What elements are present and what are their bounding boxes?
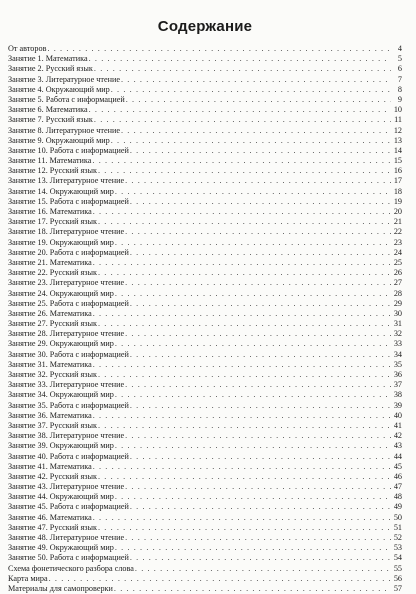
- toc-entry-label: Занятие 47. Русский язык: [8, 522, 97, 532]
- toc-leader-dots: [115, 543, 391, 553]
- toc-entry-label: Занятие 40. Работа с информацией: [8, 451, 129, 461]
- toc-leader-dots: [130, 197, 391, 207]
- toc-leader-dots: [125, 482, 391, 492]
- toc-leader-dots: [130, 553, 391, 563]
- toc-entry: [8, 472, 402, 482]
- toc-entry-label: Занятие 34. Окружающий мир: [8, 390, 114, 400]
- toc-leader-dots: [121, 75, 391, 85]
- toc-leader-dots: [115, 289, 391, 299]
- toc-entry-label: Занятие 46. Математика: [8, 512, 92, 522]
- toc-leader-dots: [125, 329, 391, 339]
- toc-leader-dots: [98, 472, 391, 482]
- toc-leader-dots: [130, 401, 391, 411]
- toc-entry: [8, 248, 402, 258]
- toc-leader-dots: [111, 136, 391, 146]
- toc-leader-dots: [130, 146, 391, 156]
- toc-entry: [8, 146, 402, 156]
- toc-leader-dots: [130, 502, 391, 512]
- toc-entry-page-number: 13: [393, 135, 402, 145]
- toc-leader-dots: [98, 217, 391, 227]
- toc-entry: [8, 64, 402, 74]
- toc-entry-page-number: 16: [393, 166, 402, 176]
- toc-entry-page-number: 36: [393, 370, 402, 379]
- toc-leader-dots: [92, 156, 391, 166]
- toc-entry: [8, 350, 402, 360]
- toc-entry-label: Карта мира: [8, 573, 48, 583]
- toc-entry: [8, 227, 402, 237]
- toc-entry-label: Занятие 31. Математика: [8, 359, 92, 369]
- toc-leader-dots: [89, 105, 391, 115]
- toc-entry-page-number: 26: [393, 268, 402, 278]
- toc-entry-page-number: 5: [397, 54, 402, 64]
- toc-leader-dots: [111, 85, 391, 95]
- toc-entry-label: Занятие 36. Математика: [8, 410, 92, 420]
- toc-leader-dots: [115, 238, 391, 248]
- toc-leader-dots: [115, 339, 391, 349]
- toc-entry: [8, 564, 402, 574]
- toc-entry: [8, 105, 402, 115]
- toc-entry-page-number: 55: [393, 563, 402, 573]
- toc-entry-label: Занятие 33. Литературное чтение: [8, 380, 125, 390]
- toc-entry: [8, 258, 402, 268]
- toc-entry-label: Занятие 5. Работа с информацией: [8, 94, 125, 104]
- toc-leader-dots: [98, 370, 391, 380]
- toc-entry-label: Занятие 6. Математика: [8, 105, 88, 115]
- toc-entry-page-number: 25: [393, 257, 402, 267]
- toc-entry-page-number: 38: [393, 390, 402, 400]
- toc-leader-dots: [130, 248, 391, 258]
- toc-entry: [8, 54, 402, 64]
- toc-entry-page-number: 56: [393, 573, 402, 583]
- toc-leader-dots: [114, 584, 391, 594]
- toc-entry-page-number: 51: [393, 522, 402, 532]
- toc-entry: [8, 44, 402, 54]
- toc-entry: [8, 431, 402, 441]
- toc-entry: [8, 197, 402, 207]
- toc-entry: [8, 543, 402, 553]
- toc-leader-dots: [93, 258, 391, 268]
- toc-leader-dots: [93, 309, 391, 319]
- toc-entry: [8, 299, 402, 309]
- toc-entry: [8, 136, 402, 146]
- toc-leader-dots: [125, 278, 391, 288]
- toc-entry-label: Занятие 20. Работа с информацией: [8, 247, 129, 257]
- toc-entry-page-number: 18: [393, 186, 402, 196]
- toc-entry-label: Схема фонетического разбора слова: [8, 563, 134, 573]
- toc-leader-dots: [98, 421, 391, 431]
- toc-leader-dots: [93, 513, 391, 523]
- toc-leader-dots: [93, 411, 391, 421]
- toc-leader-dots: [98, 268, 391, 278]
- toc-entry: [8, 75, 402, 85]
- toc-entry: [8, 533, 402, 543]
- toc-leader-dots: [94, 64, 391, 74]
- toc-entry-page-number: 35: [393, 359, 402, 369]
- toc-leader-dots: [93, 360, 391, 370]
- toc-entry: [8, 370, 402, 380]
- toc-entry-page-number: 40: [393, 410, 402, 420]
- toc-entry-page-number: 20: [393, 207, 402, 216]
- toc-entry: [8, 502, 402, 512]
- toc-leader-dots: [115, 492, 391, 502]
- toc-entry: [8, 319, 402, 329]
- toc-entry-label: Занятие 11. Математика: [8, 156, 92, 166]
- toc-entry: [8, 166, 402, 176]
- toc-entry: [8, 217, 402, 227]
- toc-entry-label: Занятие 35. Работа с информацией: [8, 400, 129, 410]
- toc-entry-label: Материалы для самопроверки: [8, 583, 113, 593]
- toc-entry-label: Занятие 12. Русский язык: [8, 166, 97, 176]
- toc-entry-label: Занятие 18. Литературное чтение: [8, 227, 125, 237]
- toc-entry-label: Занятие 4. Окружающий мир: [8, 84, 110, 94]
- toc-entry-page-number: 42: [393, 431, 402, 441]
- toc-entry-label: Занятие 37. Русский язык: [8, 420, 97, 430]
- toc-entry-page-number: 6: [397, 64, 402, 74]
- toc-entry: [8, 85, 402, 95]
- toc-entry-label: Занятие 38. Литературное чтение: [8, 431, 125, 441]
- toc-entry-page-number: 54: [393, 553, 402, 563]
- toc-entry-page-number: 45: [393, 461, 402, 471]
- toc-entry-label: Занятие 10. Работа с информацией: [8, 145, 129, 155]
- toc-leader-dots: [93, 462, 391, 472]
- toc-entry-page-number: 50: [393, 512, 402, 522]
- toc-entry-page-number: 19: [393, 196, 402, 206]
- toc-entry: [8, 482, 402, 492]
- toc-entry: [8, 176, 402, 186]
- toc-entry-label: Занятие 13. Литературное чтение: [8, 176, 125, 186]
- toc-entry-page-number: 34: [393, 349, 402, 359]
- toc-entry-page-number: 48: [393, 492, 402, 502]
- toc-entry-label: Занятие 27. Русский язык: [8, 319, 97, 329]
- toc-entry-page-number: 12: [393, 125, 402, 135]
- toc-entry: [8, 401, 402, 411]
- toc-entry-page-number: 29: [393, 298, 402, 308]
- toc-leader-dots: [98, 523, 391, 533]
- toc-leader-dots: [115, 187, 391, 197]
- toc-entry-page-number: 33: [393, 339, 402, 349]
- toc-entry-page-number: 28: [393, 288, 402, 298]
- toc-leader-dots: [115, 390, 391, 400]
- toc-entry-page-number: 46: [393, 471, 402, 481]
- toc-entry-page-number: 41: [393, 420, 402, 430]
- toc-entry: [8, 462, 402, 472]
- toc-entry-page-number: 17: [393, 176, 402, 186]
- toc-entry: [8, 238, 402, 248]
- toc-entry-label: От авторов: [8, 44, 47, 53]
- toc-entry-label: Занятие 49. Окружающий мир: [8, 543, 114, 553]
- toc-entry-page-number: 24: [393, 247, 402, 257]
- toc-leader-dots: [115, 441, 391, 451]
- toc-entry: [8, 268, 402, 278]
- toc-entry: [8, 380, 402, 390]
- toc-entry-label: Занятие 23. Литературное чтение: [8, 278, 125, 288]
- toc-entry: [8, 289, 402, 299]
- toc-entry: [8, 390, 402, 400]
- toc-entry: [8, 339, 402, 349]
- toc-entry-label: Занятие 7. Русский язык: [8, 115, 93, 125]
- toc-entry: [8, 584, 402, 594]
- toc-entry-label: Занятие 14. Окружающий мир: [8, 186, 114, 196]
- toc-leader-dots: [125, 227, 391, 237]
- toc-entry-page-number: 53: [393, 543, 402, 553]
- toc-entry-label: Занятие 28. Литературное чтение: [8, 329, 125, 339]
- toc-entry: [8, 187, 402, 197]
- toc-entry: [8, 513, 402, 523]
- toc-entry: [8, 421, 402, 431]
- toc-entry: [8, 411, 402, 421]
- toc-entry-page-number: 31: [393, 319, 402, 329]
- toc-entry-page-number: 27: [393, 278, 402, 288]
- toc-leader-dots: [98, 319, 391, 329]
- toc-leader-dots: [130, 299, 391, 309]
- toc-leader-dots: [130, 452, 391, 462]
- toc-entry-page-number: 32: [393, 329, 402, 339]
- toc-leader-dots: [47, 44, 391, 54]
- toc-leader-dots: [130, 350, 391, 360]
- table-of-contents: [8, 44, 402, 594]
- toc-leader-dots: [125, 431, 391, 441]
- toc-entry-page-number: 52: [393, 533, 402, 542]
- toc-entry-label: Занятие 50. Работа с информацией: [8, 553, 129, 563]
- toc-entry-label: Занятие 25. Работа с информацией: [8, 298, 129, 308]
- toc-leader-dots: [135, 564, 391, 574]
- toc-leader-dots: [89, 54, 391, 64]
- toc-entry: [8, 452, 402, 462]
- toc-entry: [8, 207, 402, 217]
- toc-entry-label: Занятие 2. Русский язык: [8, 64, 93, 74]
- toc-entry-page-number: 9: [397, 94, 402, 104]
- toc-entry-label: Занятие 3. Литературное чтение: [8, 74, 121, 84]
- toc-entry-page-number: 21: [393, 217, 402, 227]
- toc-entry-page-number: 49: [393, 502, 402, 512]
- toc-leader-dots: [98, 166, 391, 176]
- toc-leader-dots: [125, 533, 391, 543]
- toc-entry-label: Занятие 39. Окружающий мир: [8, 441, 114, 451]
- toc-entry-page-number: 10: [393, 105, 402, 115]
- toc-entry-page-number: 43: [393, 441, 402, 451]
- toc-entry: [8, 574, 402, 584]
- toc-entry-label: Занятие 42. Русский язык: [8, 471, 97, 481]
- toc-entry-label: Занятие 29. Окружающий мир: [8, 339, 114, 349]
- toc-entry-label: Занятие 43. Литературное чтение: [8, 482, 125, 492]
- toc-entry-page-number: 4: [397, 44, 402, 53]
- toc-entry: [8, 329, 402, 339]
- toc-entry: [8, 126, 402, 136]
- toc-entry-label: Занятие 21. Математика: [8, 257, 92, 267]
- toc-entry-page-number: 11: [394, 115, 402, 125]
- toc-entry-page-number: 15: [393, 156, 402, 166]
- toc-entry-label: Занятие 26. Математика: [8, 308, 92, 318]
- toc-entry: [8, 360, 402, 370]
- toc-leader-dots: [125, 176, 391, 186]
- toc-entry-label: Занятие 8. Литературное чтение: [8, 125, 121, 135]
- toc-entry-page-number: 30: [393, 308, 402, 318]
- toc-entry: [8, 523, 402, 533]
- toc-entry-page-number: 23: [393, 237, 402, 247]
- toc-entry-label: Занятие 45. Работа с информацией: [8, 502, 129, 512]
- toc-entry-page-number: 22: [393, 227, 402, 237]
- toc-entry: [8, 115, 402, 125]
- toc-entry-label: Занятие 19. Окружающий мир: [8, 237, 114, 247]
- toc-entry-label: Занятие 41. Математика: [8, 461, 92, 471]
- toc-leader-dots: [125, 380, 391, 390]
- toc-entry: [8, 156, 402, 166]
- toc-entry-label: Занятие 22. Русский язык: [8, 268, 97, 278]
- toc-entry: [8, 441, 402, 451]
- toc-entry-page-number: 39: [393, 400, 402, 410]
- toc-entry-page-number: 44: [393, 451, 402, 461]
- toc-entry-label: Занятие 32. Русский язык: [8, 370, 97, 379]
- toc-entry-page-number: 47: [393, 482, 402, 492]
- toc-entry-page-number: 37: [393, 380, 402, 390]
- toc-entry-label: Занятие 48. Литературное чтение: [8, 533, 125, 542]
- toc-entry-label: Занятие 24. Окружающий мир: [8, 288, 114, 298]
- toc-entry-label: Занятие 17. Русский язык: [8, 217, 97, 227]
- toc-entry: [8, 492, 402, 502]
- page-title: Содержание: [157, 18, 253, 35]
- toc-entry-label: Занятие 44. Окружающий мир: [8, 492, 114, 502]
- toc-entry-label: Занятие 16. Математика: [8, 207, 92, 216]
- toc-entry-page-number: 8: [397, 84, 402, 94]
- toc-entry-page-number: 57: [393, 583, 402, 593]
- toc-entry: [8, 278, 402, 288]
- toc-leader-dots: [49, 574, 391, 584]
- toc-leader-dots: [94, 115, 391, 125]
- toc-entry: [8, 309, 402, 319]
- toc-entry-page-number: 7: [397, 74, 402, 84]
- toc-entry-page-number: 14: [393, 145, 402, 155]
- toc-entry-label: Занятие 9. Окружающий мир: [8, 135, 110, 145]
- toc-entry: [8, 95, 402, 105]
- toc-entry-label: Занятие 1. Математика: [8, 54, 88, 64]
- toc-leader-dots: [121, 126, 391, 136]
- toc-leader-dots: [126, 95, 391, 105]
- toc-entry-label: Занятие 15. Работа с информацией: [8, 196, 129, 206]
- toc-leader-dots: [93, 207, 391, 217]
- toc-entry-label: Занятие 30. Работа с информацией: [8, 349, 129, 359]
- toc-entry: [8, 553, 402, 563]
